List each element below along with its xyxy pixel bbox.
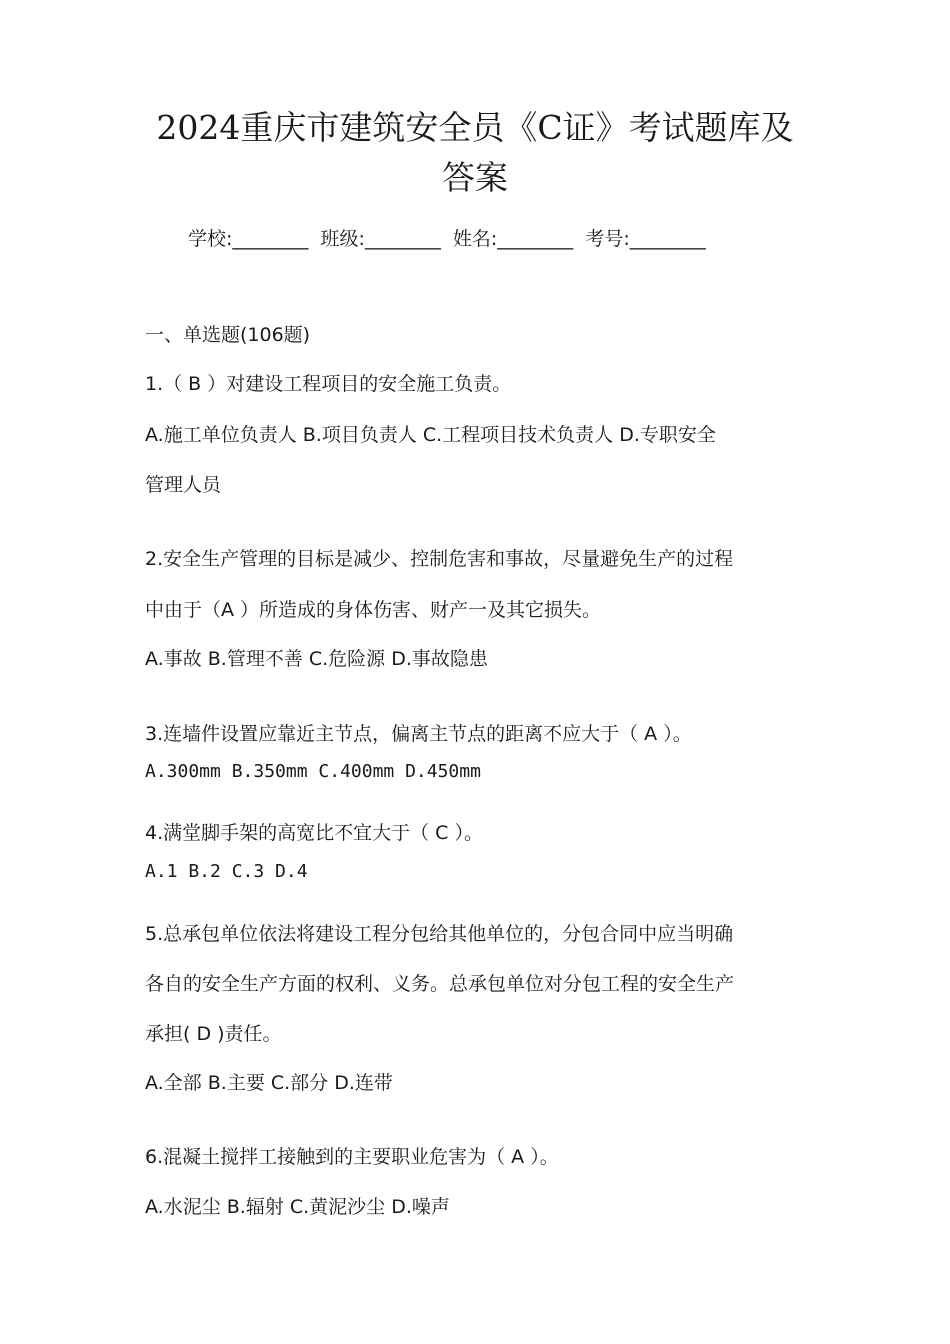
- question-4-options: A.1 B.2 C.3 D.4: [145, 861, 308, 882]
- student-info-row: [188, 224, 712, 251]
- question-2-options: A.事故 B.管理不善 C.危险源 D.事故隐患: [145, 648, 488, 670]
- question-4-stem: 4.满堂脚手架的高宽比不宜大于（ C ）。: [145, 822, 483, 844]
- question-5-stem-cont: 各自的安全生产方面的权利、义务。总承包单位对分包工程的安全生产: [145, 973, 735, 995]
- class-field: 班级:________: [320, 228, 441, 250]
- question-1-options-cont: 管理人员: [145, 474, 222, 496]
- question-1-stem: 1.（ B ）对建设工程项目的安全施工负责。: [145, 373, 512, 395]
- question-6-options: A.水泥尘 B.辐射 C.黄泥沙尘 D.噪声: [145, 1196, 450, 1218]
- question-5-stem-cont2: 承担( D )责任。: [145, 1023, 282, 1045]
- question-3-stem: 3.连墙件设置应靠近主节点，偏离主节点的距离不应大于（ A ）。: [145, 723, 692, 745]
- question-5-options: A.全部 B.主要 C.部分 D.连带: [145, 1072, 393, 1094]
- question-2-stem-cont: 中由于（A ）所造成的身体伤害、财产一及其它损失。: [145, 599, 602, 621]
- document-title-line1: 2024重庆市建筑安全员《C证》考试题库及: [156, 108, 794, 147]
- exam-number-field: 考号:________: [585, 228, 706, 250]
- school-field: 学校:________: [188, 228, 309, 250]
- section-heading: 一、单选题(106题): [145, 324, 311, 346]
- document-title-line2: 答案: [442, 158, 508, 197]
- question-2-stem: 2.安全生产管理的目标是减少、控制危害和事故，尽量避免生产的过程: [145, 548, 734, 570]
- question-1-options: A.施工单位负责人 B.项目负责人 C.工程项目技术负责人 D.专职安全: [145, 424, 716, 446]
- question-6-stem: 6.混凝土搅拌工接触到的主要职业危害为（ A ）。: [145, 1146, 559, 1168]
- question-5-stem: 5.总承包单位依法将建设工程分包给其他单位的，分包合同中应当明确: [145, 923, 734, 945]
- name-field: 姓名:________: [452, 228, 574, 250]
- question-3-options: A.300mm B.350mm C.400mm D.450mm: [145, 761, 481, 782]
